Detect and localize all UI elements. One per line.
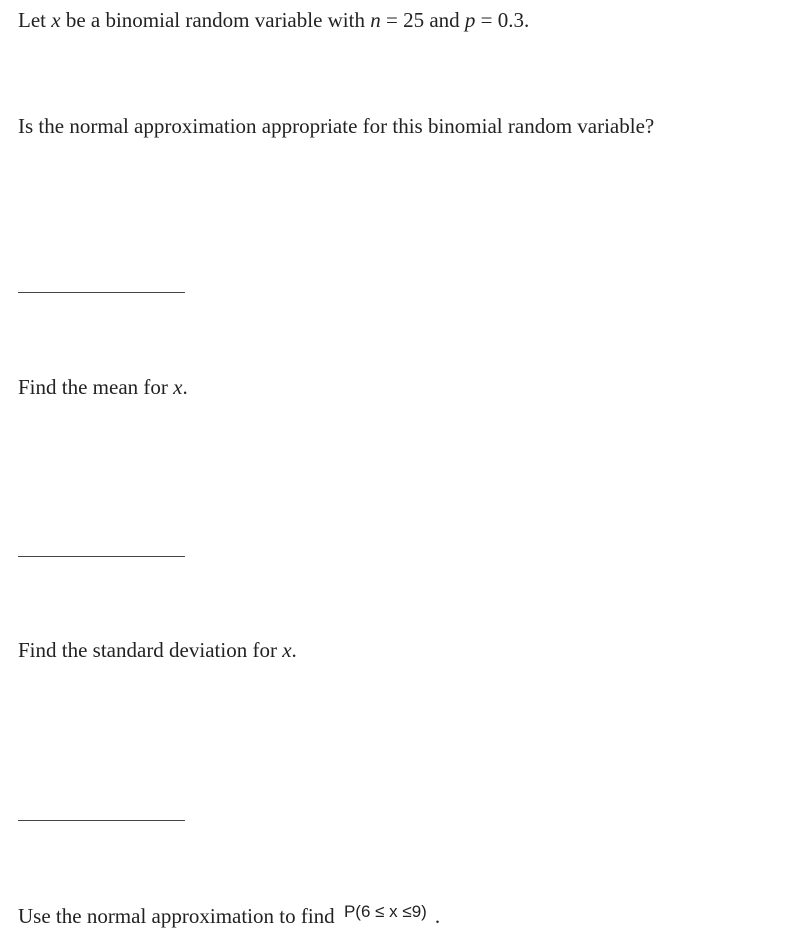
variable-p: p bbox=[464, 8, 476, 32]
question-text: Is the normal approximation appropriate for this binomial random variable? bbox=[18, 114, 655, 138]
question-suffix: . bbox=[434, 904, 441, 928]
answer-blank-3[interactable] bbox=[18, 820, 185, 821]
question-text: Use the normal approximation to find bbox=[18, 904, 335, 928]
probability-formula: P(6 ≤ x ≤9) bbox=[343, 902, 427, 921]
question-mean bbox=[18, 377, 188, 398]
question-std-dev bbox=[18, 640, 297, 661]
question-text: Find the mean for bbox=[18, 375, 168, 399]
variable-n: n bbox=[370, 8, 381, 32]
variable-x: x bbox=[173, 375, 183, 399]
variable-x: x bbox=[282, 638, 292, 662]
question-normal-prob bbox=[18, 902, 441, 928]
p-value: = 0.3. bbox=[480, 8, 530, 32]
question-text: Find the standard deviation for bbox=[18, 638, 277, 662]
question-suffix: . bbox=[182, 375, 188, 399]
n-value: = 25 and bbox=[385, 8, 460, 32]
answer-blank-1[interactable] bbox=[18, 292, 185, 293]
question-suffix: . bbox=[291, 638, 297, 662]
problem-statement bbox=[18, 10, 529, 31]
answer-blank-2[interactable] bbox=[18, 556, 185, 557]
intro-mid: be a binomial random variable with bbox=[65, 8, 365, 32]
variable-x: x bbox=[51, 8, 61, 32]
intro-prefix: Let bbox=[18, 8, 46, 32]
question-normal-approx bbox=[18, 116, 654, 137]
